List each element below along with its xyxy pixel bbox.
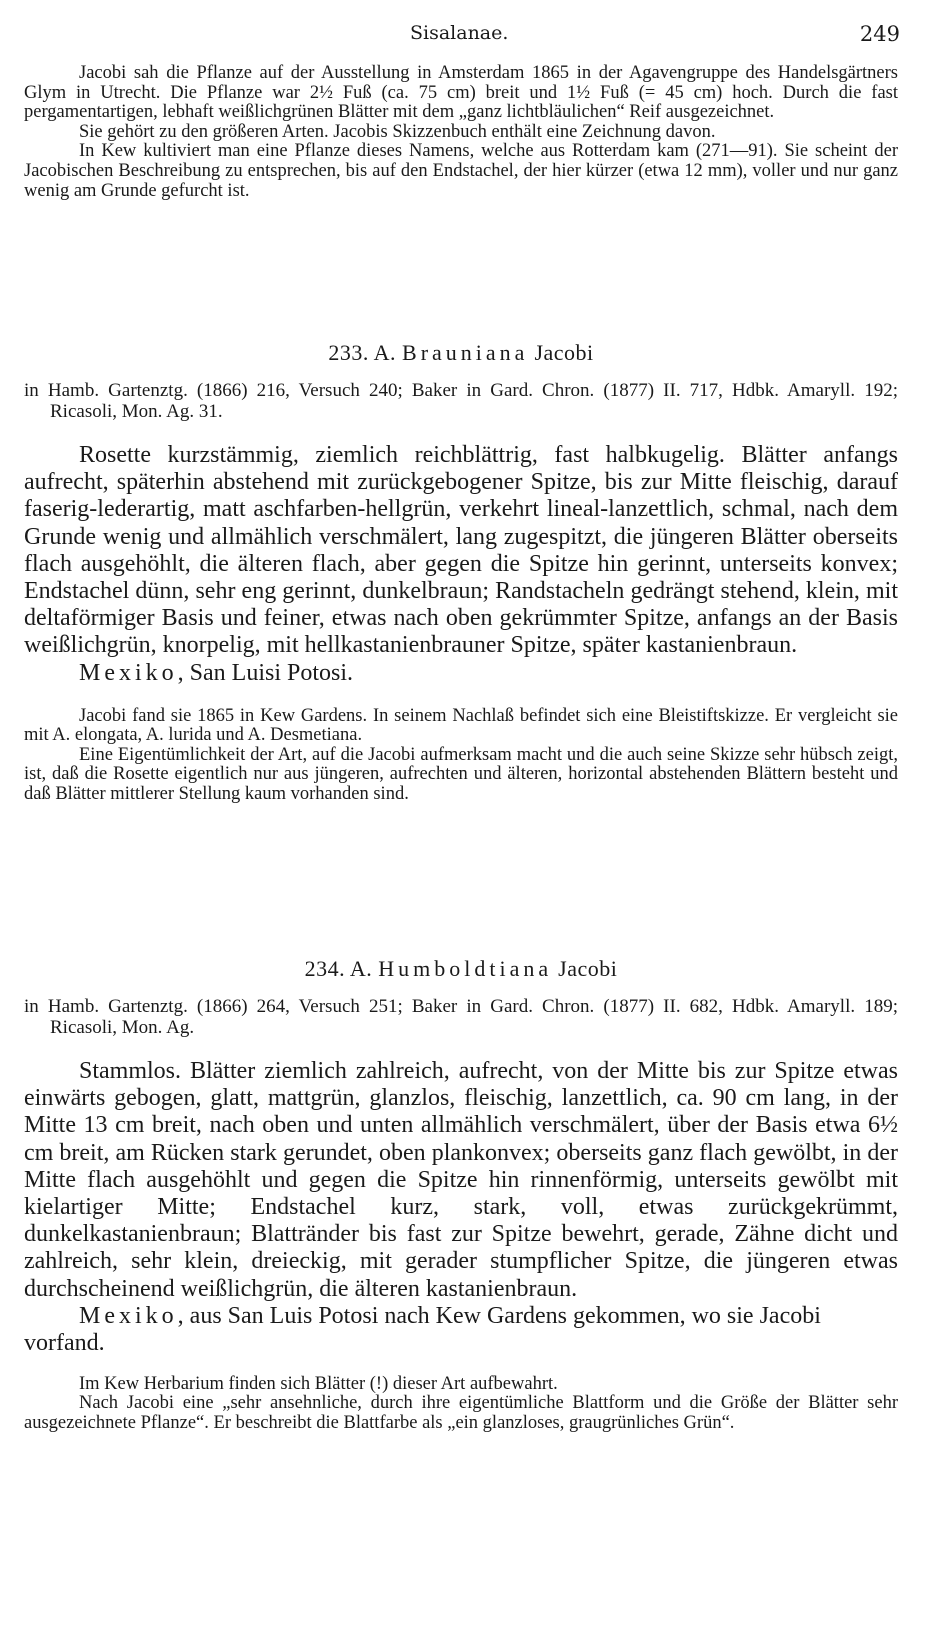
species-234-section <box>24 956 898 1434</box>
species-234-locality <box>24 1303 898 1357</box>
species-233-description: Rosette kurzstämmig, ziemlich reichblättrig, fast halbkugelig. Blätter anfangs aufrecht, späterhin abstehend mit zurückgebogener Spitze, bis zur Mitte fleischig, darauf faserig-lederartig, matt aschfarben-hellgrün, verkehrt lineal-lanzettlich, schmal, nach dem Grunde wenig und allmählich verschmälert, lang zugespitzt, die jüngeren Blätter oberseits flach ausgehöhlt, die älteren flach, aber gegen die Spitze hin gerinnt, unterseits konvex; Endstachel dünn, sehr eng gerinnt, dunkelbraun; Randstacheln gedrängt stehend, klein, mit deltaförmiger Basis und feiner, etwas nach oben gekrümmter Spitze, anfangs an der Basis weißlichgrün, knorpelig, mit hellkastanienbrauner Spitze, später kastanienbraun. <box>24 442 898 659</box>
running-head <box>0 22 938 52</box>
intro-paragraph-1: Jacobi sah die Pflanze auf der Ausstellung in Amsterdam 1865 in der Agavengruppe des Handelsgärtners Glym in Utrecht. Die Pflanze war 2½ Fuß (ca. 75 cm) breit und 1½ Fuß (= 45 cm) hoch. Durch die fast pergamentartigen, lebhaft weißlichgrünen Blätter mit dem „ganz lichtbläulichen“ Reif ausgezeichnet. <box>24 63 898 123</box>
page-number: 249 <box>859 22 900 46</box>
intro-paragraph-3: In Kew kultiviert man eine Pflanze dieses Namens, welche aus Rotterdam kam (271—91). Sie scheint der Jacobischen Beschreibung zu entsprechen, bis auf den Endstachel, der hier kürzer (etwa 12 mm), voller und nur ganz wenig am Grunde gefurcht ist. <box>24 141 898 201</box>
species-233-number: 233. A. <box>328 340 397 365</box>
running-title: Sisalanae. <box>410 22 509 44</box>
species-233-note-1: Jacobi fand sie 1865 in Kew Gardens. In seinem Nachlaß befindet sich eine Bleistiftskizze. Er vergleicht sie mit A. elongata, A. lurida und A. Desmetiana. <box>24 705 898 746</box>
species-234-place: , aus San Luis Potosi nach Kew Gardens gekommen, wo sie Jacobi vorfand. <box>24 1302 821 1356</box>
species-233-heading <box>24 340 898 366</box>
species-233-place: , San Luisi Potosi. <box>177 659 354 686</box>
species-234-note-1: Im Kew Herbarium finden sich Blätter (!) dieser Art aufbewahrt. <box>79 1373 558 1394</box>
species-233-section <box>24 340 898 805</box>
species-234-number: 234. A. <box>304 956 373 981</box>
species-233-author: Jacobi <box>534 340 594 365</box>
species-234-note-2: Nach Jacobi eine „sehr ansehnliche, durch ihre eigentümliche Blattform und die Größe der Blätter sehr ausgezeichnete Pflanze“. Er beschreibt die Blattfarbe als „ein glanzloses, graugrünliches Grün“. <box>24 1393 898 1434</box>
species-234-heading <box>24 956 898 982</box>
species-233-country: Mexiko <box>79 659 178 686</box>
species-234-name: Humboldtiana <box>378 956 553 981</box>
species-233-note-2: Eine Eigentümlichkeit der Art, auf die Jacobi aufmerksam macht und die auch seine Skizze sehr hübsch zeigt, ist, daß die Rosette eigentlich nur aus jüngeren, aufrechten und älteren, horizontal abstehenden Blättern besteht und daß Blätter mittlerer Stellung kaum vorhanden sind. <box>24 744 898 804</box>
species-234-author: Jacobi <box>558 956 618 981</box>
species-233-name: Brauniana <box>402 340 529 365</box>
intro-section <box>24 64 898 201</box>
species-234-references: in Hamb. Gartenztg. (1866) 264, Versuch 251; Baker in Gard. Chron. (1877) II. 682, Hdbk. Amaryll. 189; Ricasoli, Mon. Ag. <box>24 996 898 1038</box>
species-233-references: in Hamb. Gartenztg. (1866) 216, Versuch 240; Baker in Gard. Chron. (1877) II. 717, Hdbk. Amaryll. 192; Ricasoli, Mon. Ag. 31. <box>24 380 898 422</box>
species-234-country: Mexiko <box>79 1302 178 1329</box>
species-233-locality <box>24 660 898 687</box>
species-234-description: Stammlos. Blätter ziemlich zahlreich, aufrecht, von der Mitte bis zur Spitze etwas einwärts gebogen, glatt, mattgrün, glanzlos, fleischig, lanzettlich, ca. 90 cm lang, in der Mitte 13 cm breit, nach oben und unten allmählich verschmälert, über der Basis etwa 6½ cm breit, am Rücken stark gerundet, oben plankonvex; oberseits ganz flach gewölbt, in der Mitte flach ausgehöhlt und gegen die Spitze hin rinnenförmig, unterseits gewölbt mit kielartiger Mitte; Endstachel kurz, stark, voll, etwas zurückgekrümmt, dunkelkastanienbraun; Blattränder bis fast zur Spitze bewehrt, gerade, Zähne dicht und zahlreich, sehr klein, dreieckig, mit gerader stumpflicher Spitze, die jüngeren etwas durchscheinend weißlichgrün, die älteren kastanienbraun. <box>24 1058 898 1302</box>
intro-paragraph-2: Sie gehört zu den größeren Arten. Jacobis Skizzenbuch enthält eine Zeichnung davon. <box>79 121 716 142</box>
